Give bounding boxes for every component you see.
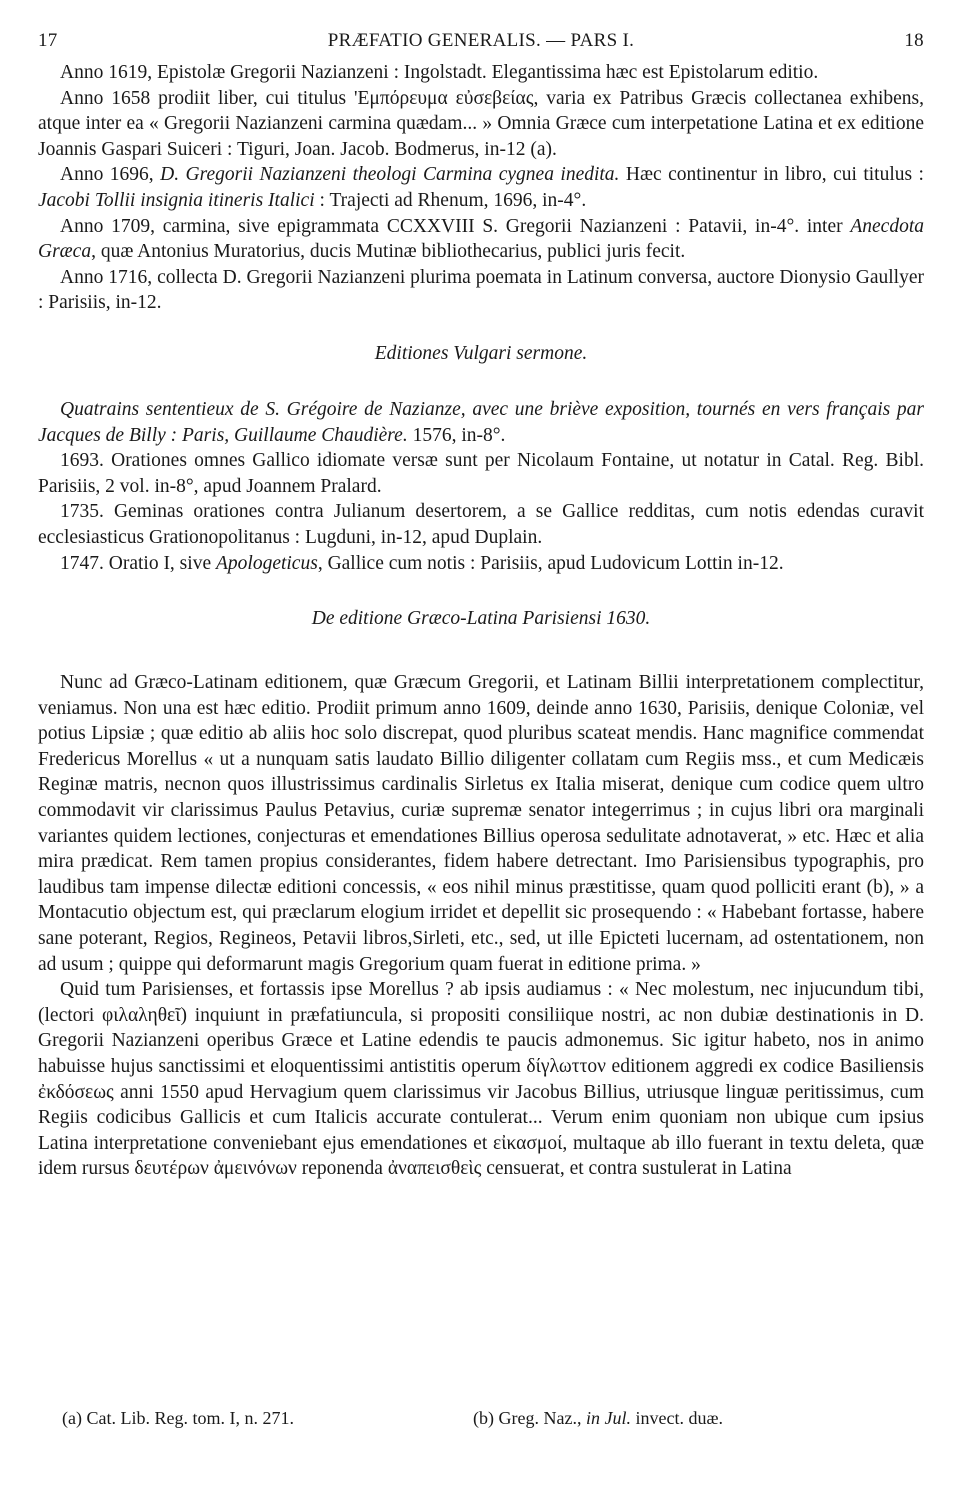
- text: 1747. Oratio I, sive: [60, 552, 216, 574]
- text: , Gallice cum notis : Parisiis, apud Ludovicum Lottin in-12.: [317, 552, 784, 574]
- italic-title: Quatrains sententieux de S. Grégoire de Nazianze, avec une briève exposition, tournés en vers français par Jacques de Billy : Paris, Guillaume Chaudière.: [38, 398, 924, 446]
- italic-title: Apologeticus: [215, 552, 318, 574]
- running-header: [38, 30, 924, 60]
- section-title-graeco-latina: De editione Græco-Latina Parisiensi 1630.: [311, 608, 651, 630]
- text: Anno 1658 prodiit liber, cui titulus 'Εμπόρευμα εὐσεβείας, varia ex Patribus Græcis collectanea exhibens, atque inter ea « Gregorii Nazianzeni carmina quædam... » Omnia Græce cum interpetatione Latina et ex editione Joannis Gaspari Suiceri : Tiguri, Joan. Jacob. Bodmerus, in-12 (a).: [38, 87, 924, 160]
- footnote-mark: (b): [473, 1408, 494, 1428]
- paragraph-1735: [38, 499, 924, 550]
- text: Anno 1619, Epistolæ Gregorii Nazianzeni : Ingolstadt. Elegantissima hæc est Epistolarum editio.: [60, 62, 819, 83]
- paragraph-1696: [38, 162, 924, 213]
- footnote-mark: (a): [62, 1408, 82, 1428]
- paragraph-1658: [38, 86, 924, 163]
- text: Anno 1696,: [60, 164, 161, 186]
- paragraph-1693: [38, 448, 924, 499]
- footnote-text: invect. duæ.: [630, 1408, 723, 1428]
- text: : Trajecti ad Rhenum, 1696, in-4°.: [314, 189, 587, 211]
- left-page-number: 17: [38, 30, 58, 51]
- text: , quæ Antonius Muratorius, ducis Mutinæ bibliothecarius, publici juris fecit.: [91, 241, 686, 263]
- paragraph-quatrains: [38, 397, 924, 448]
- footnote-text: Greg. Naz.,: [494, 1408, 586, 1428]
- right-page-number: 18: [904, 30, 924, 51]
- section-title-vulgari: Editiones Vulgari sermone.: [374, 342, 588, 364]
- text: Anno 1716, collecta D. Gregorii Nazianzeni plurima poemata in Latinum conversa, auctore Dionysio Gaullyer : Parisiis, in-12.: [38, 266, 924, 314]
- paragraph-1709: [38, 214, 924, 265]
- footnote-a: [62, 1408, 473, 1429]
- footnotes: [62, 1408, 902, 1429]
- page: [38, 30, 924, 1182]
- text: Quid tum Parisienses, et fortassis ipse Morellus ? ab ipsis audiamus : « Nec molestum, nec injucundum tibi, (lectori φιλαληθεῖ) inquiunt in præfatiuncula, si propositi consiliique nostri, ac non dubiæ destinationis in D. Gregorii Nazianzeni operibus Græce et Latine edendis te paucis admonemus. Sic igitur habeto, nos in animo habuisse hujus sanctissimi et eloquentissimi antistitis operum δίγλωττον editionem aggredi ex codice Basiliensis ἐκδόσεως anni 1550 apud Hervagium quem clarissimus vir Jacobus Billius, utriusque linguæ peritissimus, cum Regiis codicibus Gallicis et cum Italicis accurate contulerat... Verum enim quoniam non ubique cum ipsius Latina interpretatione conveniebant ejus emendationes et εἰκασμοί, multaque ab illo fuerant in textu deleta, quæ idem rursus δευτέρων ἀμεινόνων reponenda ἀναπεισθεὶς censuerat, et contra sustulerat in Latina: [38, 979, 924, 1180]
- italic-title: Anecdota Græca: [38, 215, 924, 263]
- text: 1576, in-8°.: [407, 424, 506, 446]
- text: 1735. Geminas orationes contra Julianum desertorem, a se Gallice redditas, cum notis edendas curavit ecclesiasticus Grationopolitanus : Lugduni, in-12, apud Duplain.: [38, 501, 924, 548]
- footnote-text: Cat. Lib. Reg. tom. I, n. 271.: [81, 1408, 294, 1428]
- text: Anno 1709, carmina, sive epigrammata CCXXVIII S. Gregorii Nazianzeni : Patavii, in-4°. inter: [60, 215, 851, 237]
- paragraph-quid: [38, 977, 924, 1182]
- paragraph-1747: [38, 551, 924, 577]
- italic-title: D. Gregorii Nazianzeni theologi Carmina cygnea inedita.: [160, 164, 620, 186]
- paragraph-nunc: [38, 670, 924, 977]
- running-title: PRÆFATIO GENERALIS. — PARS I.: [327, 30, 635, 51]
- text: Nunc ad Græco-Latinam editionem, quæ Græcum Gregorii, et Latinam Billii interpretationem complectitur, veniamus. Non una est hæc editio. Prodiit primum anno 1609, deinde anno 1630, Parisiis, denique Coloniæ, vel potius Lipsiæ ; quæ editio ab aliis hoc solo discrepat, quod pluribus scateat mendis. Hanc magnifice commendat Fredericus Morellus « ut a nunquam satis laudato Billio diligenter collatam cum Regiis mss., et cum Medicæis Reginæ matris, necnon quos illustrissimus cardinalis Sirletus ex Italia miserat, denique cum codice quem ultro commodavit vir clarissimus Paulus Petavius, curiæ supremæ senator integerrimus ; in cujus libri ora marginali variantes quidem lectiones, conjecturas et emendationes Billius operosa sedulitate adnotaverat, » etc. Hæc et alia mira prædicat. Rem tamen propius considerantes, fidem habere detrectant. Imo Parisiensibus typographis, pro laudibus tam impense dilectæ editioni concessis, « eos nihil minus præstitisse, quam quod polliciti erant (b), » a Montacutio objectum est, qui præclarum elogium irridet et depellit sic prosequendo : « Habebant fortasse, habere sane poterant, Regios, Regineos, Petavii libros,Sirleti, etc., sed, ut ille Epicteti lucernam, ad ostentationem, non ad usum ; quippe qui deformarunt magis Gregorium quam fuerat in editione prima. »: [38, 672, 924, 975]
- paragraph-1619: [38, 60, 924, 86]
- paragraph-1716: [38, 265, 924, 316]
- italic-title: Jacobi Tollii insignia itineris Italici: [38, 189, 315, 211]
- text: 1693. Orationes omnes Gallico idiomate versæ sunt per Nicolaum Fontaine, ut notatur in Catal. Reg. Bibl. Parisiis, 2 vol. in-8°, apud Joannem Pralard.: [38, 450, 924, 497]
- footnote-italic: in Jul.: [585, 1408, 631, 1428]
- footnote-b: [473, 1408, 723, 1429]
- text: Hæc continentur in libro, cui titulus :: [619, 164, 924, 186]
